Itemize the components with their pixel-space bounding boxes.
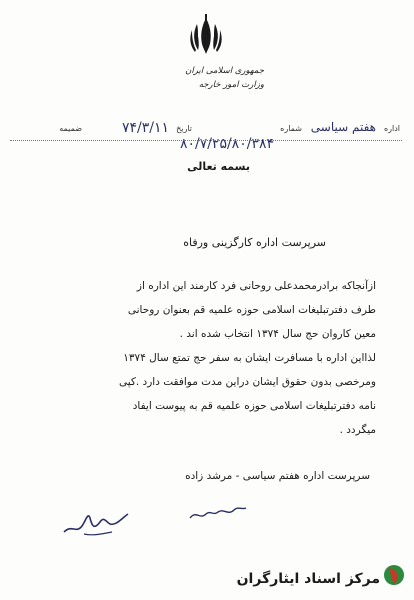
p2-line-4: میگردد . [339,424,376,436]
office-label: اداره [383,124,400,133]
signature-left [62,504,132,538]
p1-line-3: معین کاروان حج سال ۱۳۷۴ انتخاب شده اند . [179,328,376,340]
p2-line-1: لذااین اداره با مسافرت ایشان به سفر حج تمتع سال ۱۳۷۴ [123,352,376,364]
date-value: ۷۴/۳/۱۱ [121,120,169,136]
number-value: ۸۰/۷/۲۵/۸۰/۳۸۴ [179,136,274,152]
invocation: بسمه تعالی [187,160,250,173]
p2-line-3: نامه دفترتبلیغات اسلامی حوزه علمیه قم به پیوست ایفاد [132,400,376,412]
attachment-label: ضمیمه [59,124,82,133]
addressee: سرپرست اداره کارگزینی ورفاه [183,236,326,249]
ministry-title: وزارت امور خارجه [198,80,264,90]
signature-right [188,500,248,528]
p1-line-1: ازآنجاکه برادرمحمدعلی روحانی فرد کارمند این اداره از [136,280,376,292]
center-name: مرکز اسناد ایثارگران [236,571,380,587]
p2-line-2: ومرخصی بدون حقوق ایشان دراین مدت موافقت دارد .کپی [118,376,376,388]
iran-emblem-icon [188,14,224,58]
signatory: سرپرست اداره هفتم سیاسی - مرشد زاده [185,470,370,482]
header-divider [10,140,402,141]
number-label: شماره [280,124,302,133]
office-value: هفتم سیاسی [310,120,376,134]
date-label: تاریخ [176,124,192,133]
p1-line-2: طرف دفترتبلیغات اسلامی حوزه علمیه قم بعنوان روحانی [127,304,376,316]
republic-title: جمهوری اسلامی ایران [185,66,264,76]
